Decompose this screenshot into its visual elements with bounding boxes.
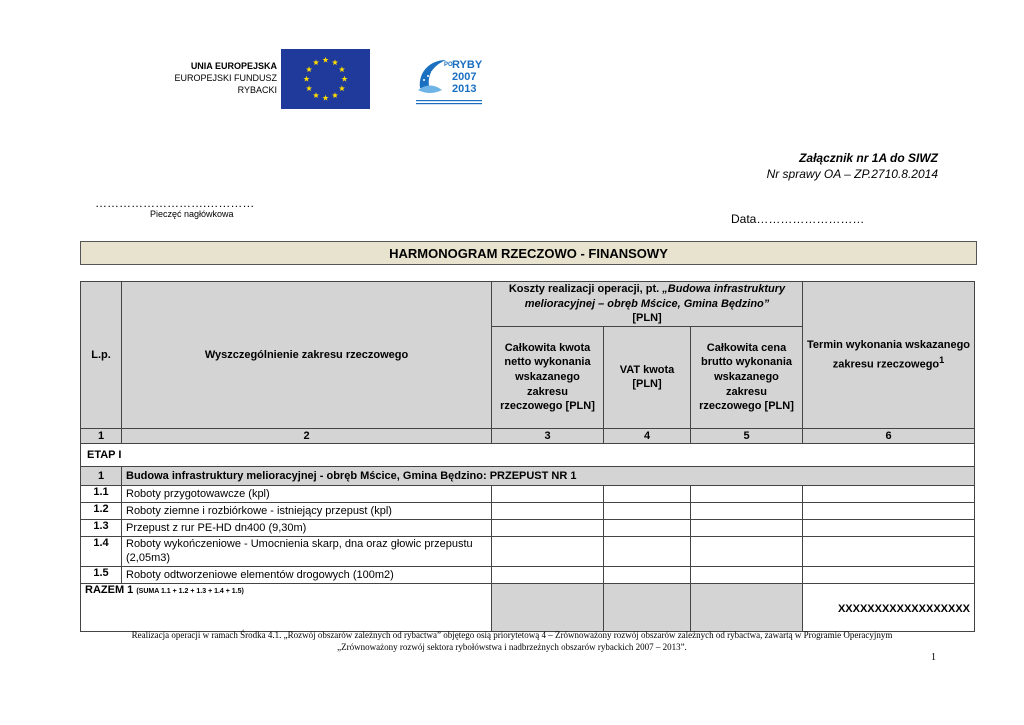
row-term-cell[interactable] [803, 519, 975, 536]
header-costs-operation: „Budowa infrastruktury melioracyjnej – obręb Mścice, Gmina Będzino” [524, 283, 786, 310]
eu-line-2: EUROPEJSKI FUNDUSZ [174, 73, 277, 83]
row-scope: Roboty odtworzeniowe elementów drogowych (100m2) [122, 566, 492, 583]
document-title: HARMONOGRAM RZECZOWO - FINANSOWY [80, 241, 977, 265]
po-ryby-logo [412, 54, 488, 114]
row-scope: Roboty wykończeniowe - Umocnienia skarp, dna oraz głowic przepustu (2,05m3) [122, 536, 492, 566]
row-scope: Roboty przygotowawcze (kpl) [122, 485, 492, 502]
header-term-label: Termin wykonania wskazanego zakresu rzeczowego [807, 338, 971, 371]
section-title: Budowa infrastruktury melioracyjnej - obręb Mścice, Gmina Będzino: PRZEPUST NR 1 [122, 466, 975, 485]
col-number: 2 [122, 428, 492, 443]
col-number: 3 [492, 428, 604, 443]
footer-line-1: Realizacja operacji w ramach Środka 4.1. „Rozwój obszarów zależnych od rybactwa” objętego osią priorytetową 4 – Zrównoważony rozwój obszarów zależnych od rybactwa, zawartą w Programie Operacyjnym [131, 630, 893, 640]
eu-flag-logo [281, 49, 370, 109]
row-lp: 1.4 [81, 536, 122, 566]
stamp-line: ……………………….………… [95, 196, 255, 210]
total-term-cell: XXXXXXXXXXXXXXXXXX [803, 583, 975, 631]
eu-line-3: RYBACKI [237, 85, 277, 95]
total-vat-cell[interactable] [604, 583, 691, 631]
row-gross-cell[interactable] [691, 485, 803, 502]
annex-block [767, 150, 938, 182]
header-scope: Wyszczególnienie zakresu rzeczowego [122, 282, 492, 429]
schedule-table [80, 281, 975, 632]
stage-label: ETAP I [81, 443, 975, 466]
row-net-cell[interactable] [492, 519, 604, 536]
row-term-cell[interactable] [803, 536, 975, 566]
row-vat-cell[interactable] [604, 519, 691, 536]
table-row [81, 502, 975, 519]
row-gross-cell[interactable] [691, 566, 803, 583]
stamp-label: Pieczęć nagłówkowa [150, 209, 234, 219]
eu-line-1: UNIA EUROPEJSKA [190, 61, 277, 71]
header-lp: L.p. [81, 282, 122, 429]
section-number: 1 [81, 466, 122, 485]
row-vat-cell[interactable] [604, 502, 691, 519]
header-net: Całkowita kwota netto wykonania wskazanego zakresu rzeczowego [PLN] [492, 326, 604, 428]
header-costs-unit: [PLN] [632, 312, 662, 325]
total-net-cell[interactable] [492, 583, 604, 631]
header-gross: Całkowita cena brutto wykonania wskazanego zakresu rzeczowego [PLN] [691, 326, 803, 428]
row-net-cell[interactable] [492, 566, 604, 583]
row-term-cell[interactable] [803, 502, 975, 519]
header-term-footnote: 1 [939, 354, 945, 365]
table-row [81, 485, 975, 502]
table-row [81, 519, 975, 536]
table-row [81, 536, 975, 566]
logo-po-text: PO [444, 62, 453, 68]
eu-label [160, 60, 277, 96]
row-vat-cell[interactable] [604, 536, 691, 566]
col-number: 1 [81, 428, 122, 443]
total-row [81, 583, 975, 631]
col-number: 5 [691, 428, 803, 443]
row-gross-cell[interactable] [691, 519, 803, 536]
header-term [803, 282, 975, 429]
row-net-cell[interactable] [492, 502, 604, 519]
logo-ryby-text: RYBY [452, 59, 483, 71]
total-gross-cell[interactable] [691, 583, 803, 631]
total-label-cell [81, 583, 492, 631]
row-lp: 1.3 [81, 519, 122, 536]
total-formula: (SUMA 1.1 + 1.2 + 1.3 + 1.4 + 1.5) [136, 587, 244, 595]
row-vat-cell[interactable] [604, 485, 691, 502]
table-row [81, 566, 975, 583]
row-scope: Przepust z rur PE-HD dn400 (9,30m) [122, 519, 492, 536]
row-term-cell[interactable] [803, 566, 975, 583]
date-field: Data……………………… [731, 212, 865, 226]
annex-title: Załącznik nr 1A do SIWZ [799, 151, 938, 165]
col-number: 4 [604, 428, 691, 443]
row-net-cell[interactable] [492, 485, 604, 502]
row-term-cell[interactable] [803, 485, 975, 502]
footer-note [60, 629, 964, 653]
row-gross-cell[interactable] [691, 502, 803, 519]
footer-line-2: „Zrównoważony rozwój sektora rybołówstwa i nadbrzeżnych obszarów rybackich 2007 – 2013”. [337, 642, 687, 652]
col-number: 6 [803, 428, 975, 443]
row-net-cell[interactable] [492, 536, 604, 566]
row-gross-cell[interactable] [691, 536, 803, 566]
logo-year-end: 2013 [452, 83, 477, 95]
row-lp: 1.5 [81, 566, 122, 583]
header-vat: VAT kwota [PLN] [604, 326, 691, 428]
header-costs-label: Koszty realizacji operacji, pt. [508, 283, 663, 295]
case-number: Nr sprawy OA – ZP.2710.8.2014 [766, 167, 938, 181]
logo-year-start: 2007 [452, 71, 477, 83]
header-costs [492, 282, 803, 327]
row-scope: Roboty ziemne i rozbiórkowe - istniejący przepust (kpl) [122, 502, 492, 519]
row-vat-cell[interactable] [604, 566, 691, 583]
page-number: 1 [931, 652, 936, 663]
row-lp: 1.2 [81, 502, 122, 519]
row-lp: 1.1 [81, 485, 122, 502]
total-label: RAZEM 1 [85, 583, 134, 596]
